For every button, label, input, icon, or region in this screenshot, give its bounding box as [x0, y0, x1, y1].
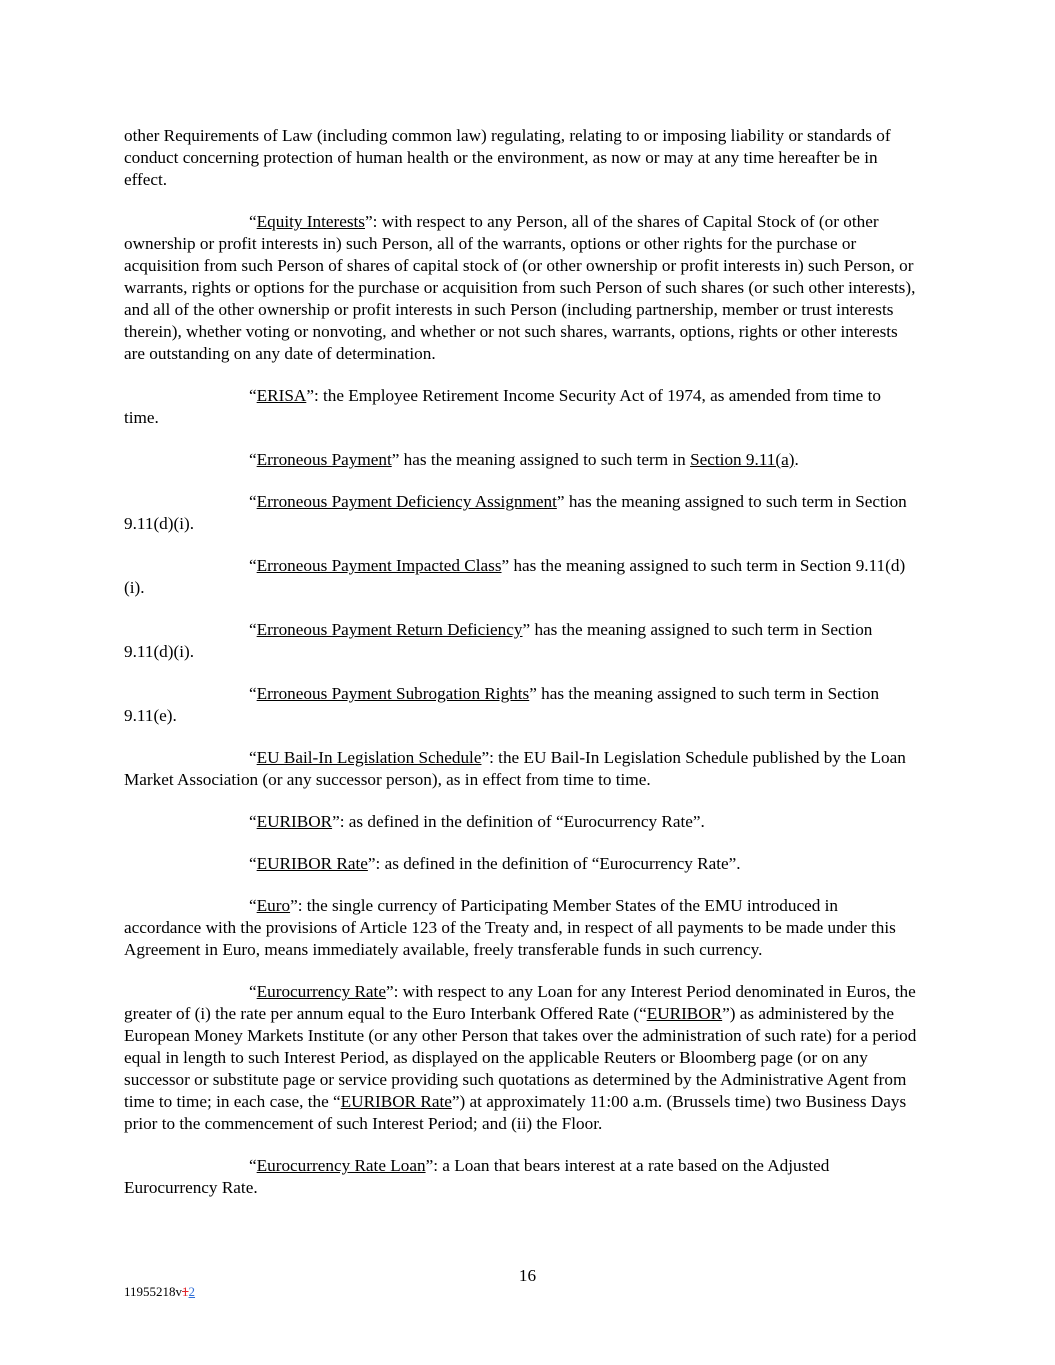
- term-separator: ”:: [290, 896, 307, 915]
- definition-eu-bail-in-legislation-schedule: “EU Bail-In Legislation Schedule”: the EU Bail-In Legislation Schedule published by the Loan Market Association (or any successor person), as in effect from time to time.: [124, 748, 906, 789]
- version-inserted: 2: [188, 1284, 196, 1299]
- definition-tail: .: [794, 450, 799, 469]
- definition-erroneous-payment-subrogation-rights: “Erroneous Payment Subrogation Rights” has the meaning assigned to such term in Section 9.11(e).: [124, 684, 880, 725]
- defined-term: Erroneous Payment: [256, 450, 392, 469]
- defined-term: Erroneous Payment Return Deficiency: [256, 620, 523, 639]
- term-separator: ”:: [425, 1156, 443, 1175]
- term-separator: ”:: [332, 812, 349, 831]
- term-separator: ”:: [367, 854, 385, 873]
- definition-euribor-rate: “EURIBOR Rate”: as defined in the definition of “Eurocurrency Rate”.: [249, 854, 741, 873]
- document-id-base: 11955218v: [124, 1284, 183, 1299]
- definition-text: the Employee Retirement Income Security Act of 1974, as amended from time to time.: [124, 386, 881, 427]
- term-reference-euribor: EURIBOR: [646, 1004, 723, 1023]
- term-separator: ”: [522, 620, 535, 639]
- carryover-paragraph: [124, 125, 919, 191]
- version-deleted: 1: [182, 1284, 189, 1299]
- definition-euribor: “EURIBOR”: as defined in the definition of “Eurocurrency Rate”.: [249, 812, 705, 831]
- definition-euro: “Euro”: the single currency of Participating Member States of the EMU introduced in accordance with the provisions of Article 123 of the Treaty and, in respect of all payments to be made under this Agreement in Euro, means immediately available, freely transferable funds in such currency.: [124, 896, 896, 959]
- defined-term: Euro: [256, 896, 291, 915]
- defined-term: EURIBOR Rate: [256, 854, 368, 873]
- definition-text: has the meaning assigned to such term in Section 9.11(e).: [124, 684, 880, 725]
- term-separator: ”:: [365, 212, 382, 231]
- definition-text: has the meaning assigned to such term in Section 9.11(d)(i).: [124, 492, 907, 533]
- carryover-text: other Requirements of Law (including common law) regulating, relating to or imposing liability or standards of conduct concerning protection of human health or the environment, as now or may at any time hereafter be in effect.: [124, 126, 891, 189]
- definition-eurocurrency-rate: “Eurocurrency Rate”: with respect to any Loan for any Interest Period denominated in Euros, the greater of (i) the rate per annum equal to the Euro Interbank Offered Rate (“EURIBOR”) as administered by the European Money Markets Institute (or any other Person that takes over the administration of such rate) for a period equal in length to such Interest Period, as displayed on the applicable Reuters or Bloomberg page (or on any successor or substitute page or service providing such quotations as determined by the Administrative Agent from time to time; in each case, the “EURIBOR Rate”) at approximately 11:00 a.m. (Brussels time) two Business Days prior to the commencement of such Interest Period; and (ii) the Floor.: [124, 982, 917, 1133]
- defined-term: Erroneous Payment Subrogation Rights: [256, 684, 530, 703]
- defined-term: Eurocurrency Rate: [256, 982, 386, 1001]
- term-separator: ”: [501, 556, 514, 575]
- definition-text: has the meaning assigned to such term in: [403, 450, 691, 469]
- term-separator: ”:: [385, 982, 403, 1001]
- definition-text: with respect to any Loan for any Interest Period denominated in Euros, the greater of (i) the rate per annum equal to the Euro Interbank Offered Rate (“: [124, 982, 916, 1023]
- definition-text: the single currency of Participating Member States of the EMU introduced in accordance with the provisions of Article 123 of the Treaty and, in respect of all payments to be made under this Agreement in Euro, means immediately available, freely transferable funds in such currency.: [124, 896, 896, 959]
- document-body: [124, 125, 919, 1219]
- defined-term: Equity Interests: [256, 212, 365, 231]
- definition-text: has the meaning assigned to such term in Section 9.11(d)(i).: [124, 556, 906, 597]
- section-reference: Section 9.11(a): [690, 450, 795, 469]
- defined-term: EU Bail-In Legislation Schedule: [256, 748, 482, 767]
- definition-erisa: “ERISA”: the Employee Retirement Income Security Act of 1974, as amended from time to time.: [124, 386, 881, 427]
- defined-term: EURIBOR: [256, 812, 333, 831]
- defined-term: Erroneous Payment Impacted Class: [256, 556, 502, 575]
- definition-equity-interests: “Equity Interests”: with respect to any Person, all of the shares of Capital Stock of (or other ownership or profit interests in) such Person, all of the warrants, options or other rights for the purchase or acquisition from such Person of shares of capital stock of (or other ownership or profit interests in) such Person, or warrants, rights or options for the purchase or acquisition from such Person of such shares (or such other interests), and all of the other ownership or profit interests in such Person (including partnership, member or trust interests therein), whether voting or nonvoting, and whether or not such shares, warrants, options, rights or other interests are outstanding on any date of determination.: [124, 212, 916, 363]
- definition-text: as defined in the definition of “Eurocurrency Rate”.: [384, 854, 741, 873]
- term-reference-euribor-rate: EURIBOR Rate: [340, 1092, 452, 1111]
- term-separator: ”:: [481, 748, 499, 767]
- definition-eurocurrency-rate-loan: “Eurocurrency Rate Loan”: a Loan that bears interest at a rate based on the Adjusted Eurocurrency Rate.: [124, 1156, 830, 1197]
- definition-erroneous-payment-return-deficiency: “Erroneous Payment Return Deficiency” has the meaning assigned to such term in Section 9.11(d)(i).: [124, 620, 873, 661]
- definition-text: as defined in the definition of “Eurocurrency Rate”.: [348, 812, 705, 831]
- defined-term: ERISA: [256, 386, 307, 405]
- page-number: 16: [518, 1266, 537, 1285]
- definition-erroneous-payment-deficiency-assignment: “Erroneous Payment Deficiency Assignment” has the meaning assigned to such term in Section 9.11(d)(i).: [124, 492, 907, 533]
- term-separator: ”: [556, 492, 569, 511]
- definition-text: with respect to any Person, all of the shares of Capital Stock of (or other ownership or profit interests in) such Person, all of the warrants, options or other rights for the purchase or acquisition from such Person of shares of capital stock of (or other ownership or profit interests in) such Person, or warrants, rights or options for the purchase or acquisition from such Person of such shares (or such other interests), and all of the other ownership or profit interests in such Person (including partnership, member or trust interests therein), whether voting or nonvoting, and whether or not such shares, warrants, options, rights or other interests are outstanding on any date of determination.: [124, 212, 916, 363]
- defined-term: Erroneous Payment Deficiency Assignment: [256, 492, 557, 511]
- definition-text: has the meaning assigned to such term in Section 9.11(d)(i).: [124, 620, 873, 661]
- definition-text: ”) as administered by the European Money Markets Institute (or any other Person that takes over the administration of such rate) for a period equal in length to such Interest Period, as displayed on the applicable Reuters or Bloomberg page (or on any successor or substitute page or service providing such quotations as determined by the Administrative Agent from time to time; in each case, the “: [124, 1004, 917, 1111]
- definition-text: the EU Bail-In Legislation Schedule published by the Loan Market Association (or any successor person), as in effect from time to time.: [124, 748, 906, 789]
- definition-text: ”) at approximately 11:00 a.m. (Brussels time) two Business Days prior to the commencement of such Interest Period; and (ii) the Floor.: [124, 1092, 907, 1133]
- definition-erroneous-payment-impacted-class: “Erroneous Payment Impacted Class” has the meaning assigned to such term in Section 9.11(d)(i).: [124, 556, 906, 597]
- document-id: [124, 1284, 195, 1300]
- definition-text: a Loan that bears interest at a rate based on the Adjusted Eurocurrency Rate.: [124, 1156, 830, 1197]
- definition-erroneous-payment: “Erroneous Payment” has the meaning assigned to such term in Section 9.11(a).: [249, 450, 799, 469]
- term-separator: ”: [529, 684, 542, 703]
- term-separator: ”:: [306, 386, 324, 405]
- term-separator: ”: [391, 450, 404, 469]
- defined-term: Eurocurrency Rate Loan: [256, 1156, 426, 1175]
